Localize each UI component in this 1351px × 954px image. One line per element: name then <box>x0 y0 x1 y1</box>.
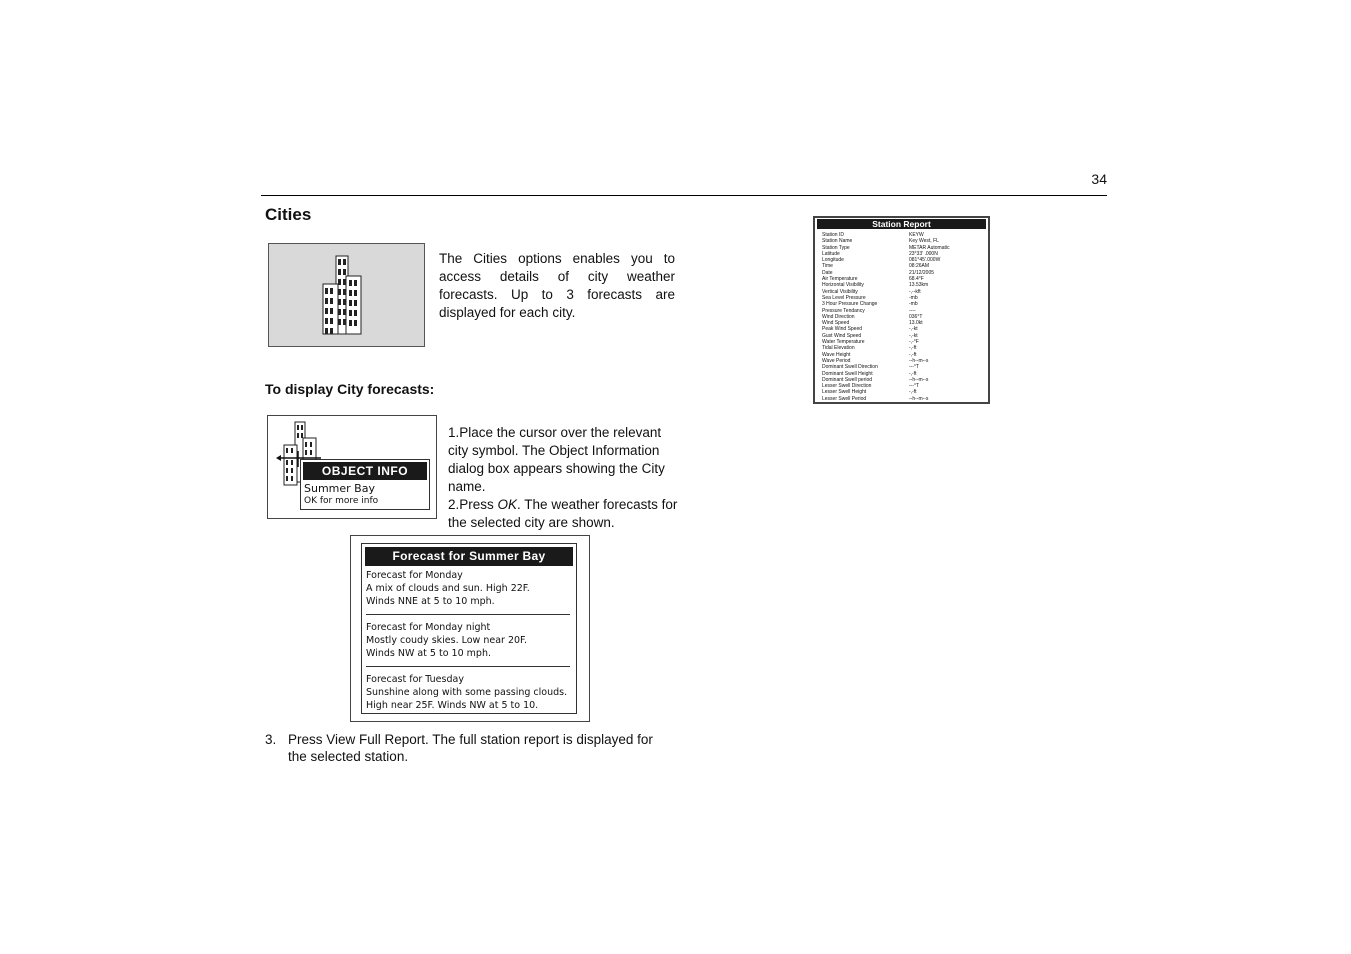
station-report-label: Latitude <box>822 250 840 257</box>
station-report-value: Key West, FL <box>909 238 939 245</box>
station-report-label: Wave Period <box>822 357 851 364</box>
station-report-value: 13.53km <box>909 282 929 289</box>
station-report-value: -,-kt <box>909 332 918 339</box>
station-report-value: 21/12/2005 <box>909 269 935 276</box>
step-2-ok: OK <box>497 497 518 512</box>
object-info-title: OBJECT INFO <box>303 462 427 480</box>
station-report-table <box>822 232 988 402</box>
procedure-heading: To display City forecasts: <box>265 381 435 397</box>
station-report-value: METAR Automatic <box>909 244 950 251</box>
station-report-screenshot <box>813 216 990 404</box>
station-report-value: -mb <box>909 294 918 301</box>
station-report-label: Wave Height <box>822 351 851 358</box>
intro-paragraph: The Cities options enables you to access details of city weather forecasts. Up to 3 forecasts are displayed for each city. <box>439 251 675 320</box>
station-report-label: Dominant Swell Direction <box>822 364 878 371</box>
station-report-label: 3 Hour Pressure Change <box>822 301 878 308</box>
forecast-entry <box>366 569 576 608</box>
forecast-line: Winds NW at 5 to 10 mph. <box>366 648 491 659</box>
station-report-value: ---- <box>909 307 916 314</box>
forecast-title: Forecast for Summer Bay <box>365 547 573 566</box>
station-report-label: Sea Level Pressure <box>822 294 866 301</box>
station-report-label: Lesser Swell Height <box>822 389 867 396</box>
section-title: Cities <box>265 205 312 224</box>
station-report-value: 036°T <box>909 313 923 320</box>
station-report-label: Air Temperature <box>822 276 858 283</box>
forecast-entry <box>366 673 576 712</box>
station-report-label: Longitude <box>822 257 844 264</box>
station-report-row <box>822 396 988 402</box>
station-report-label: Horizontal Visibility <box>822 282 864 289</box>
station-report-label: Pressure Tendancy <box>822 307 865 314</box>
object-info-hint: OK for more info <box>304 496 379 506</box>
forecast-day: Forecast for Monday <box>366 570 463 581</box>
station-report-label: Tidal Elevation <box>822 345 855 352</box>
station-report-label: Wind Direction <box>822 313 855 320</box>
step-2-prefix: 2.Press <box>448 497 498 512</box>
station-report-label: Gust Wind Speed <box>822 332 862 339</box>
station-report-label: Station Name <box>822 238 853 245</box>
object-info-city: Summer Bay <box>304 482 375 495</box>
station-report-label: Vertical Visibility <box>822 288 858 295</box>
station-report-label: Lesser Swell Direction <box>822 383 872 390</box>
station-report-label: Station Type <box>822 244 850 251</box>
forecast-day: Forecast for Tuesday <box>366 674 464 685</box>
station-report-value: -mb <box>909 301 918 308</box>
station-report-value: 23°33' .000N <box>909 250 938 257</box>
forecast-day: Forecast for Monday night <box>366 622 491 633</box>
station-report-value: -,-ft <box>909 370 917 377</box>
page-number: 34 <box>1091 171 1107 187</box>
station-report-label: Dominant Swell period <box>822 376 873 383</box>
forecast-line: Sunshine along with some passing clouds. <box>366 687 568 698</box>
station-report-value: -,-ft <box>909 389 917 396</box>
station-report-value: --h--m--s <box>909 395 929 402</box>
object-info-dialog <box>300 459 430 510</box>
station-report-value: -,-ft <box>909 351 917 358</box>
station-report-value: 68.4°F <box>909 276 924 283</box>
station-report-value: ---°T <box>909 364 920 371</box>
forecast-dialog <box>361 543 577 714</box>
city-icon-illustration <box>268 243 425 347</box>
forecast-entry <box>366 621 576 660</box>
procedure-steps <box>448 424 680 532</box>
station-report-label: Wind Speed <box>822 320 850 327</box>
forecast-separator <box>366 614 570 615</box>
station-report-label: Date <box>822 269 833 276</box>
step-2 <box>448 496 680 532</box>
station-report-value: 081°45'.000W <box>909 257 941 264</box>
station-report-value: -,-°F <box>909 339 919 346</box>
step-3-text: Press View Full Report. The full station report is displayed for the selected station. <box>288 732 653 764</box>
station-report-value: -,-ft <box>909 345 917 352</box>
station-report-label: Lesser Swell Period <box>822 395 867 402</box>
station-report-value: ---°T <box>909 383 920 390</box>
forecast-line: A mix of clouds and sun. High 22F. <box>366 583 530 594</box>
station-report-value: --h--m--s <box>909 376 929 383</box>
city-buildings-icon <box>269 244 424 346</box>
station-report-value: 08:26AM <box>909 263 930 270</box>
station-report-value: -,-kt <box>909 326 918 333</box>
station-report-title: Station Report <box>817 219 986 229</box>
forecast-line: Mostly coudy skies. Low near 20F. <box>366 635 528 646</box>
forecast-line: High near 25F. Winds NW at 5 to 10. <box>366 700 539 711</box>
station-report-value: 13.0kt <box>909 320 923 327</box>
station-report-label: Station ID <box>822 232 844 238</box>
station-report-label: Time <box>822 263 833 270</box>
step-2-suffix: . The weather forecasts for the selected city are shown. <box>448 497 678 530</box>
header-rule <box>261 195 1107 196</box>
station-report-value: KEYW <box>909 232 924 238</box>
station-report-label: Peak Wind Speed <box>822 326 863 333</box>
station-report-value: --h--m--s <box>909 357 929 364</box>
station-report-label: Dominant Swell Height <box>822 370 873 377</box>
step-1: 1.Place the cursor over the relevant city symbol. The Object Information dialog box appears showing the City name. <box>448 425 665 494</box>
station-report-label: Water Temperature <box>822 339 865 346</box>
forecast-separator <box>366 666 570 667</box>
step-3-number: 3. <box>265 732 277 747</box>
forecast-line: Winds NNE at 5 to 10 mph. <box>366 596 495 607</box>
station-report-value: -,--kft <box>909 288 921 295</box>
